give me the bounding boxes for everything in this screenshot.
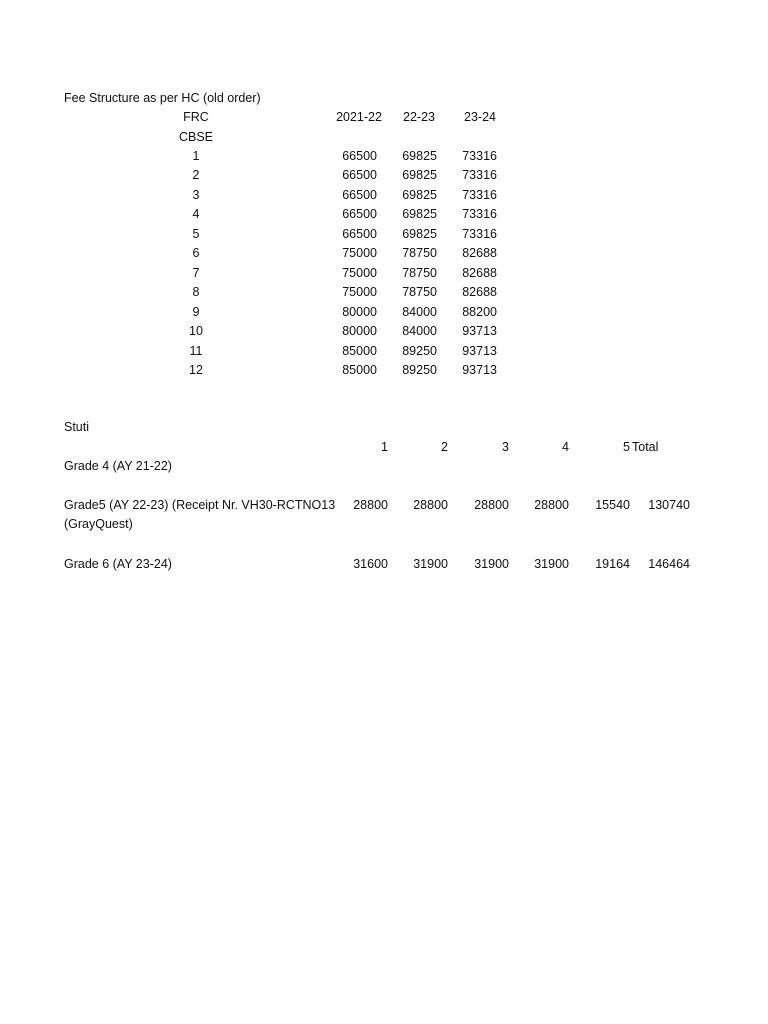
installment-cell: 31900 [534,557,569,571]
installment-cell: 28800 [474,498,509,512]
fee-cell: 80000 [342,324,377,338]
cbse-label: CBSE [178,130,214,144]
installment-cell: 15540 [595,498,630,512]
grade5-label-note: (GrayQuest) [64,517,133,531]
fee-cell: 66500 [342,207,377,221]
grade-cell: 2 [192,168,200,182]
fee-cell: 89250 [402,344,437,358]
total-cell: 146464 [648,557,690,571]
fee-cell: 66500 [342,149,377,163]
installment-header: 1 [381,440,388,454]
grade-cell: 5 [192,227,200,241]
fee-cell: 73316 [462,149,497,163]
fee-cell: 85000 [342,363,377,377]
installment-header: 3 [502,440,509,454]
fee-cell: 75000 [342,246,377,260]
installment-cell: 31900 [413,557,448,571]
fee-cell: 82688 [462,266,497,280]
fee-cell: 66500 [342,188,377,202]
grade-cell: 11 [189,344,203,358]
fee-cell: 93713 [462,363,497,377]
grade-cell: 12 [189,363,203,377]
year-header-2021-22: 2021-22 [336,110,382,124]
grade4-label: Grade 4 (AY 21-22) [64,459,172,473]
fee-cell: 80000 [342,305,377,319]
fee-cell: 75000 [342,266,377,280]
grade-cell: 7 [192,266,200,280]
installment-cell: 28800 [534,498,569,512]
grade-cell: 8 [192,285,200,299]
fee-cell: 69825 [402,188,437,202]
fee-cell: 84000 [402,305,437,319]
total-cell: 130740 [648,498,690,512]
total-header: Total [632,440,659,454]
installment-cell: 31600 [353,557,388,571]
fee-cell: 93713 [462,324,497,338]
fee-cell: 73316 [462,227,497,241]
fee-cell: 82688 [462,246,497,260]
grade-cell: 10 [189,324,203,338]
fee-cell: 69825 [402,149,437,163]
fee-cell: 69825 [402,227,437,241]
grade5-label: Grade5 (AY 22-23) (Receipt Nr. VH30-RCTNO13 [64,498,336,512]
installment-header: 2 [441,440,448,454]
fee-cell: 78750 [402,266,437,280]
grade-cell: 3 [192,188,200,202]
grade-cell: 9 [192,305,200,319]
frc-label: FRC [183,110,209,124]
fee-cell: 75000 [342,285,377,299]
grade-cell: 1 [192,149,200,163]
installment-header: 5 [623,440,630,454]
fee-cell: 73316 [462,207,497,221]
year-header-22-23: 22-23 [403,110,435,124]
grade-cell: 4 [192,207,200,221]
fee-cell: 66500 [342,168,377,182]
grade-cell: 6 [192,246,200,260]
student-name: Stuti [64,420,90,434]
fee-cell: 66500 [342,227,377,241]
fee-cell: 89250 [402,363,437,377]
fee-cell: 78750 [402,246,437,260]
fee-cell: 84000 [402,324,437,338]
page-title: Fee Structure as per HC (old order) [64,91,261,105]
installment-header: 4 [562,440,569,454]
fee-cell: 82688 [462,285,497,299]
fee-cell: 93713 [462,344,497,358]
installment-cell: 31900 [474,557,509,571]
installment-cell: 28800 [413,498,448,512]
installment-cell: 28800 [353,498,388,512]
fee-cell: 73316 [462,188,497,202]
fee-cell: 73316 [462,168,497,182]
grade6-label: Grade 6 (AY 23-24) [64,557,172,571]
installment-cell: 19164 [595,557,630,571]
fee-cell: 69825 [402,207,437,221]
fee-cell: 88200 [462,305,497,319]
year-header-23-24: 23-24 [464,110,496,124]
fee-cell: 85000 [342,344,377,358]
fee-cell: 78750 [402,285,437,299]
fee-cell: 69825 [402,168,437,182]
